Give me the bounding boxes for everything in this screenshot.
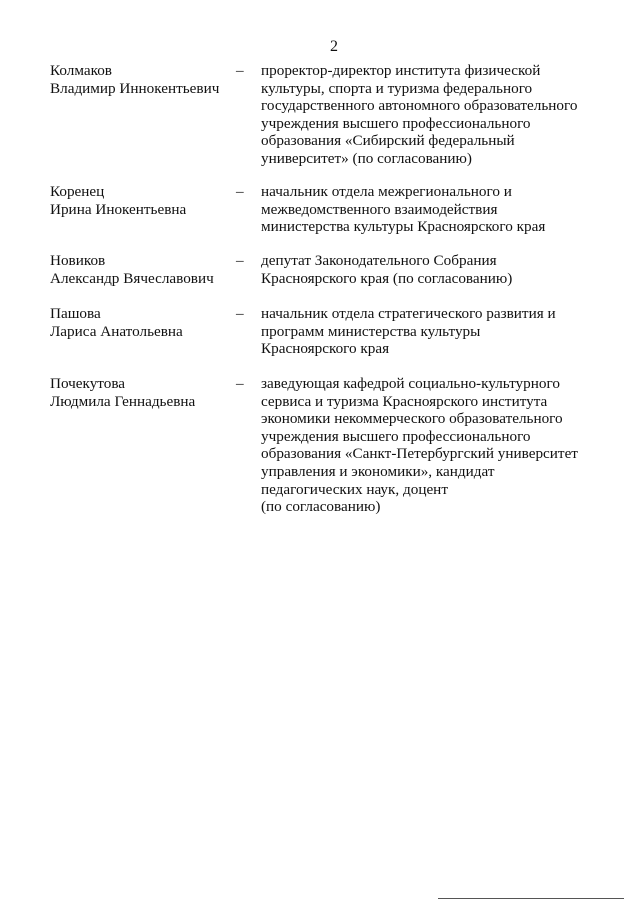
member-role	[261, 375, 601, 516]
role-line: начальник отдела межрегионального и	[261, 183, 512, 200]
separator-dash: –	[236, 183, 244, 200]
role-line: межведомственного взаимодействия	[261, 200, 498, 218]
role-line: учреждения высшего профессионального	[261, 114, 531, 132]
member-given-names: Ирина Инокентьевна	[50, 200, 187, 218]
separator-dash: –	[236, 252, 244, 269]
member-surname: Пашова	[50, 305, 101, 322]
role-line: министерства культуры Красноярского края	[261, 218, 546, 236]
role-line: педагогических наук, доцент	[261, 480, 448, 498]
role-line: начальник отдела стратегического развития и	[261, 305, 556, 322]
role-line: экономики некоммерческого образовательного	[261, 410, 563, 428]
member-name	[50, 305, 230, 340]
member-name	[50, 183, 230, 218]
member-role	[261, 183, 601, 236]
member-surname: Колмаков	[50, 62, 112, 79]
member-given-names: Лариса Анатольевна	[50, 322, 183, 340]
member-role	[261, 252, 601, 287]
member-given-names: Александр Вячеславович	[50, 269, 214, 287]
role-line: программ министерства культуры	[261, 322, 481, 340]
member-surname: Новиков	[50, 252, 106, 269]
role-line: Красноярского края (по согласованию)	[261, 269, 513, 287]
role-line: сервиса и туризма Красноярского института	[261, 392, 548, 410]
page-number: 2	[330, 38, 338, 55]
member-role	[261, 305, 601, 358]
member-surname: Коренец	[50, 183, 105, 200]
role-line: (по согласованию)	[261, 498, 381, 516]
role-line: образования «Сибирский федеральный	[261, 132, 515, 150]
member-given-names: Владимир Иннокентьевич	[50, 79, 220, 97]
role-line: депутат Законодательного Собрания	[261, 252, 497, 269]
role-line: заведующая кафедрой социально-культурного	[261, 375, 560, 392]
role-line: культуры, спорта и туризма федерального	[261, 79, 533, 97]
member-name	[50, 252, 230, 287]
member-name	[50, 375, 230, 410]
separator-dash: –	[236, 62, 244, 79]
member-surname: Почекутова	[50, 375, 126, 392]
member-role	[261, 62, 601, 168]
role-line: государственного автономного образовательного	[261, 97, 578, 115]
separator-dash: –	[236, 305, 244, 322]
member-given-names: Людмила Геннадьевна	[50, 392, 196, 410]
role-line: Красноярского края	[261, 340, 390, 358]
member-name	[50, 62, 230, 97]
role-line: проректор-директор института физической	[261, 62, 541, 79]
separator-dash: –	[236, 375, 244, 392]
footer-divider	[438, 898, 624, 899]
role-line: учреждения высшего профессионального	[261, 427, 531, 445]
role-line: управления и экономики», кандидат	[261, 462, 495, 480]
role-line: образования «Санкт-Петербургский университет	[261, 445, 578, 463]
role-line: университет» (по согласованию)	[261, 149, 472, 167]
